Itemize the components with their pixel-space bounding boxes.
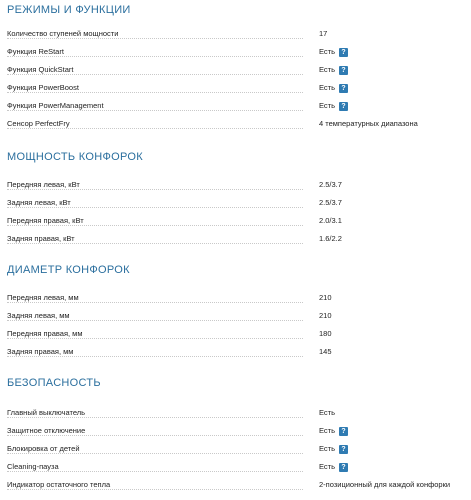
spec-label: Функция PowerBoost	[7, 83, 79, 92]
spec-value: 145	[319, 347, 332, 356]
spec-row	[0, 476, 471, 494]
spec-label: Передняя правая, кВт	[7, 216, 84, 225]
spec-label: Функция ReStart	[7, 47, 64, 56]
spec-value: 2.5/3.7	[319, 198, 342, 207]
help-icon[interactable]: ?	[339, 66, 348, 75]
spec-value: 2.0/3.1	[319, 216, 342, 225]
spec-rows	[0, 289, 471, 361]
spec-row	[0, 115, 471, 133]
help-icon[interactable]: ?	[339, 84, 348, 93]
spec-label: Задняя правая, мм	[7, 347, 74, 356]
help-icon[interactable]: ?	[339, 427, 348, 436]
spec-label: Количество ступеней мощности	[7, 29, 119, 38]
spec-label: Сенсор PerfectFry	[7, 119, 70, 128]
spec-rows	[0, 25, 471, 133]
spec-value: Есть	[319, 408, 336, 417]
spec-label: Задняя левая, мм	[7, 311, 70, 320]
spec-label: Функция QuickStart	[7, 65, 74, 74]
spec-label: Главный выключатель	[7, 408, 86, 417]
spec-row	[0, 458, 471, 476]
section-safety	[0, 376, 471, 494]
section-modes-functions	[0, 3, 471, 133]
spec-row	[0, 97, 471, 115]
section-title: МОЩНОСТЬ КОНФОРОК	[7, 151, 143, 163]
spec-row	[0, 230, 471, 248]
spec-row	[0, 440, 471, 458]
spec-value: 17	[319, 29, 328, 38]
spec-value: 2-позиционный для каждой конфорки	[319, 480, 451, 489]
spec-value: Есть	[319, 462, 336, 471]
spec-label: Передняя левая, кВт	[7, 180, 80, 189]
spec-label: Индикатор остаточного тепла	[7, 480, 111, 489]
spec-label: Задняя правая, кВт	[7, 234, 75, 243]
spec-value: 2.5/3.7	[319, 180, 342, 189]
section-title: РЕЖИМЫ И ФУНКЦИИ	[7, 4, 131, 16]
spec-row	[0, 325, 471, 343]
spec-row	[0, 79, 471, 97]
help-icon[interactable]: ?	[339, 48, 348, 57]
spec-row	[0, 25, 471, 43]
spec-value: Есть	[319, 47, 336, 56]
spec-label: Функция PowerManagement	[7, 101, 104, 110]
spec-row	[0, 404, 471, 422]
spec-row	[0, 43, 471, 61]
spec-row	[0, 422, 471, 440]
spec-value: 4 температурных диапазона	[319, 119, 418, 128]
spec-value: 180	[319, 329, 332, 338]
spec-rows	[0, 404, 471, 494]
spec-value: Есть	[319, 426, 336, 435]
spec-row	[0, 194, 471, 212]
section-title: ДИАМЕТР КОНФОРОК	[7, 264, 130, 276]
spec-label: Защитное отключение	[7, 426, 86, 435]
spec-value: Есть	[319, 444, 336, 453]
spec-row	[0, 307, 471, 325]
help-icon[interactable]: ?	[339, 445, 348, 454]
help-icon[interactable]: ?	[339, 463, 348, 472]
spec-label: Передняя левая, мм	[7, 293, 79, 302]
help-icon[interactable]: ?	[339, 102, 348, 111]
spec-label: Блокировка от детей	[7, 444, 80, 453]
spec-label: Задняя левая, кВт	[7, 198, 71, 207]
spec-label: Передняя правая, мм	[7, 329, 83, 338]
spec-row	[0, 289, 471, 307]
spec-label: Cleaning-пауза	[7, 462, 59, 471]
spec-rows	[0, 176, 471, 248]
section-burner-power	[0, 150, 471, 248]
spec-value: Есть	[319, 65, 336, 74]
spec-value: 210	[319, 311, 332, 320]
spec-value: 210	[319, 293, 332, 302]
spec-row	[0, 61, 471, 79]
section-title: БЕЗОПАСНОСТЬ	[7, 377, 101, 389]
spec-row	[0, 343, 471, 361]
spec-value: Есть	[319, 83, 336, 92]
section-burner-diameter	[0, 263, 471, 361]
spec-row	[0, 176, 471, 194]
spec-value: Есть	[319, 101, 336, 110]
spec-value: 1.6/2.2	[319, 234, 342, 243]
spec-row	[0, 212, 471, 230]
